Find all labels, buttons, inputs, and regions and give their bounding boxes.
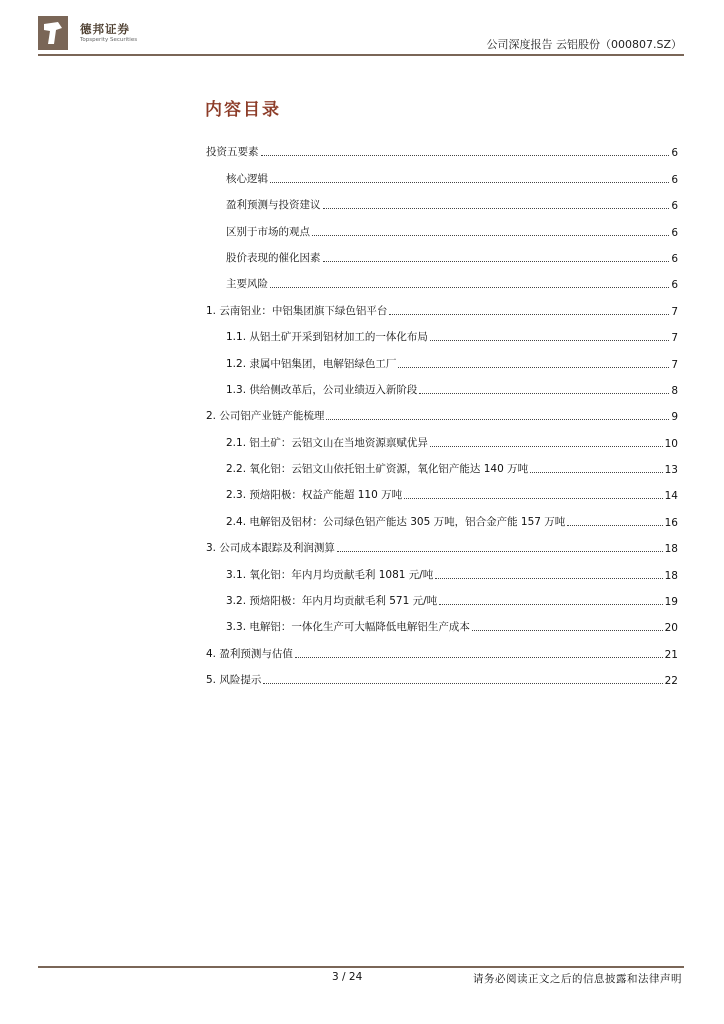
footer-divider	[38, 966, 684, 968]
toc-entry[interactable]	[206, 608, 678, 634]
toc-entry[interactable]	[206, 291, 678, 317]
toc-dot-leader	[270, 287, 669, 288]
toc-dot-leader	[337, 551, 663, 552]
toc-entry[interactable]	[206, 159, 678, 185]
toc-entry-page: 16	[664, 516, 678, 529]
toc-dot-leader	[295, 657, 663, 658]
table-of-contents	[206, 133, 678, 687]
toc-entry-text: 1.2. 隶属中铝集团，电解铝绿色工厂	[226, 357, 397, 370]
toc-entry-text: 2.2. 氧化铝：云铝文山依托铝土矿资源，氧化铝产能达 140 万吨	[226, 463, 529, 476]
toc-entry-page: 20	[664, 622, 678, 635]
toc-entry-text: 核心逻辑	[226, 172, 268, 185]
company-logo	[38, 16, 148, 50]
toc-entry-text: 盈利预测与投资建议	[226, 199, 321, 212]
toc-entry-page: 18	[664, 543, 678, 556]
toc-entry[interactable]	[206, 212, 678, 238]
toc-entry-page: 18	[664, 569, 678, 582]
toc-dot-leader	[435, 578, 662, 579]
toc-entry-text: 1.3. 供给侧改革后，公司业绩迈入新阶段	[226, 383, 418, 396]
toc-entry[interactable]	[206, 186, 678, 212]
toc-entry-page: 7	[671, 332, 678, 345]
toc-entry-text: 3.1. 氧化铝：年内月均贡献毛利 1081 元/吨	[226, 568, 434, 581]
toc-entry[interactable]	[206, 344, 678, 370]
toc-entry-page: 14	[664, 490, 678, 503]
toc-dot-leader	[263, 683, 662, 684]
toc-entry[interactable]	[206, 265, 678, 291]
toc-entry[interactable]	[206, 371, 678, 397]
toc-entry[interactable]	[206, 133, 678, 159]
toc-entry-page: 8	[671, 384, 678, 397]
toc-dot-leader	[430, 446, 663, 447]
toc-entry[interactable]	[206, 634, 678, 660]
toc-entry-text: 3. 公司成本跟踪及利润测算	[206, 542, 335, 555]
header-divider	[38, 54, 684, 56]
toc-dot-leader	[270, 182, 669, 183]
page-number: 3 / 24	[332, 971, 363, 983]
toc-entry-page: 21	[664, 648, 678, 661]
toc-entry-page: 7	[671, 358, 678, 371]
report-header-info: 公司深度报告 云铝股份（000807.SZ）	[486, 38, 682, 51]
toc-entry[interactable]	[206, 318, 678, 344]
toc-entry-page: 6	[671, 173, 678, 186]
toc-dot-leader	[472, 630, 663, 631]
toc-entry-text: 2.3. 预焙阳极：权益产能超 110 万吨	[226, 489, 403, 502]
toc-dot-leader	[419, 393, 669, 394]
toc-entry-page: 6	[671, 200, 678, 213]
toc-entry[interactable]	[206, 239, 678, 265]
toc-entry-text: 股价表现的催化因素	[226, 251, 321, 264]
toc-entry-page: 19	[664, 596, 678, 609]
toc-entry-text: 3.2. 预焙阳极：年内月均贡献毛利 571 元/吨	[226, 595, 438, 608]
toc-entry-page: 6	[671, 226, 678, 239]
toc-entry-text: 4. 盈利预测与估值	[206, 647, 293, 660]
toc-entry-text: 3.3. 电解铝：一体化生产可大幅降低电解铝生产成本	[226, 621, 470, 634]
legal-disclaimer: 请务必阅读正文之后的信息披露和法律声明	[473, 973, 682, 985]
toc-entry-text: 区别于市场的观点	[226, 225, 310, 238]
toc-entry-text: 5. 风险提示	[206, 674, 262, 687]
toc-entry[interactable]	[206, 502, 678, 528]
toc-entry-page: 6	[671, 147, 678, 160]
toc-dot-leader	[404, 498, 663, 499]
toc-dot-leader	[439, 604, 662, 605]
toc-entry-text: 投资五要素	[206, 146, 259, 159]
toc-dot-leader	[430, 340, 669, 341]
brand-name-en: Topsperity Securities	[80, 37, 138, 43]
toc-entry-page: 9	[671, 411, 678, 424]
toc-entry-text: 主要风险	[226, 278, 268, 291]
toc-dot-leader	[323, 261, 670, 262]
toc-dot-leader	[389, 314, 669, 315]
toc-title: 内容目录	[205, 100, 281, 120]
toc-entry-page: 22	[664, 675, 678, 688]
toc-dot-leader	[323, 208, 670, 209]
toc-entry[interactable]	[206, 661, 678, 687]
toc-entry-page: 6	[671, 252, 678, 265]
toc-dot-leader	[398, 367, 669, 368]
brand-name-cn: 德邦证券	[80, 22, 130, 36]
toc-entry-text: 2. 公司铝产业链产能梳理	[206, 410, 325, 423]
toc-dot-leader	[261, 155, 670, 156]
toc-dot-leader	[530, 472, 663, 473]
toc-entry[interactable]	[206, 423, 678, 449]
toc-entry[interactable]	[206, 555, 678, 581]
toc-entry[interactable]	[206, 529, 678, 555]
toc-entry-text: 1.1. 从铝土矿开采到铝材加工的一体化布局	[226, 331, 428, 344]
toc-entry[interactable]	[206, 582, 678, 608]
toc-entry-page: 6	[671, 279, 678, 292]
toc-entry-text: 2.4. 电解铝及铝材：公司绿色铝产能达 305 万吨，铝合金产能 157 万吨	[226, 515, 566, 528]
toc-entry-page: 13	[664, 464, 678, 477]
toc-dot-leader	[326, 419, 669, 420]
toc-entry[interactable]	[206, 397, 678, 423]
brand-mark-icon	[38, 16, 68, 50]
toc-entry[interactable]	[206, 476, 678, 502]
toc-entry-page: 7	[671, 305, 678, 318]
toc-entry[interactable]	[206, 450, 678, 476]
toc-entry-page: 10	[664, 437, 678, 450]
toc-dot-leader	[567, 525, 662, 526]
toc-entry-text: 1. 云南铝业：中铝集团旗下绿色铝平台	[206, 304, 388, 317]
toc-entry-text: 2.1. 铝土矿：云铝文山在当地资源禀赋优异	[226, 436, 428, 449]
toc-dot-leader	[312, 235, 669, 236]
